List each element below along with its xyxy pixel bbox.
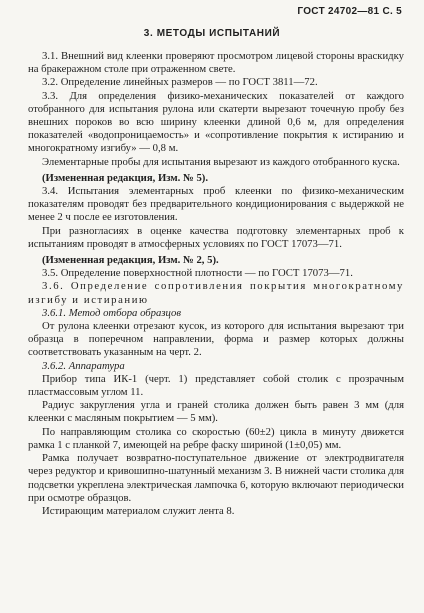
paragraph-elementary-samples: Элементарные пробы для испытания вырезают из каждого отобранного куска. (42, 155, 400, 168)
paragraph-3-5: 3.5. Определение поверхностной плотности — по ГОСТ 17073—71. (42, 267, 353, 280)
paragraph-device: Прибор типа ИК-1 (черт. 1) представляет собой столик с прозрачным пластмассовым углом 11. (28, 372, 404, 399)
amendment-note-5: (Измененная редакция, Изм. № 5). (42, 171, 209, 184)
paragraph-3-1: 3.1. Внешний вид клеенки проверяют просмотром лицевой стороны враскидку на бракеражном столе при отраженном свете. (28, 50, 404, 76)
paragraph-3-2: 3.2. Определение линейных размеров — по ГОСТ 3811—72. (42, 76, 318, 89)
paragraph-3-3: 3.3. Для определения физико-механических показателей от каждого отобранного для испытания рулона или скатерти вырезают точечную пробу без внешних пороков во всю ширину клеенки длиной 0,6 м, для определения показателей «водопроницаемость» и «сопротивление покрытия к истиранию и многократному изгибу» — 0,8 м. (28, 89, 404, 155)
section-title: 3. МЕТОДЫ ИСПЫТАНИЙ (143, 28, 281, 39)
paragraph-3-6-1-heading: 3.6.1. Метод отбора образцов (42, 306, 181, 319)
running-head: ГОСТ 24702—81 С. 5 (297, 6, 402, 17)
paragraph-abrasive: Истирающим материалом служит лента 8. (42, 504, 235, 517)
paragraph-3-6-2-heading: 3.6.2. Аппаратура (42, 359, 125, 372)
paragraph-3-4: 3.4. Испытания элементарных проб клеенки по физико-механическим показателям проводят без предварительного кондиционирования с выдержкой не менее 2 ч после ее изготовления. (28, 185, 404, 224)
paragraph-drive: Рамка получает возвратно-поступательное движение от электродвигателя через редуктор и кривошипно-шатунный механизм 3. В нижней части столика для подсветки укреплена электрическая лампочка 6, которую включают периодически при осмотре образцов. (28, 452, 404, 504)
paragraph-radius: Радиус закругления угла и граней столика должен быть равен 3 мм (для клеенки с масляным покрытием — 5 мм). (28, 399, 404, 425)
paragraph-sampling: От рулона клеенки отрезают кусок, из которого для испытания вырезают три образца в поперечном направлении, форма и размер которых должны соответствовать указанным на черт. 2. (28, 320, 404, 359)
paragraph-disagreements: При разногласиях в оценке качества подготовку элементарных проб к испытаниям проводят в атмосферных условиях по ГОСТ 17073—71. (28, 224, 404, 250)
paragraph-3-6-heading: 3.6. Определение сопротивления покрытия многократному изгибу и истиранию (28, 280, 404, 306)
document-body (28, 50, 404, 518)
amendment-note-2-5: (Измененная редакция, Изм. № 2, 5). (42, 254, 219, 267)
paragraph-frame-speed: По направляющим столика со скоростью (60±2) цикла в минуту движется рамка 1 с планкой 7, имеющей на ребре фаску шириной (1±0,05) мм. (28, 425, 404, 451)
